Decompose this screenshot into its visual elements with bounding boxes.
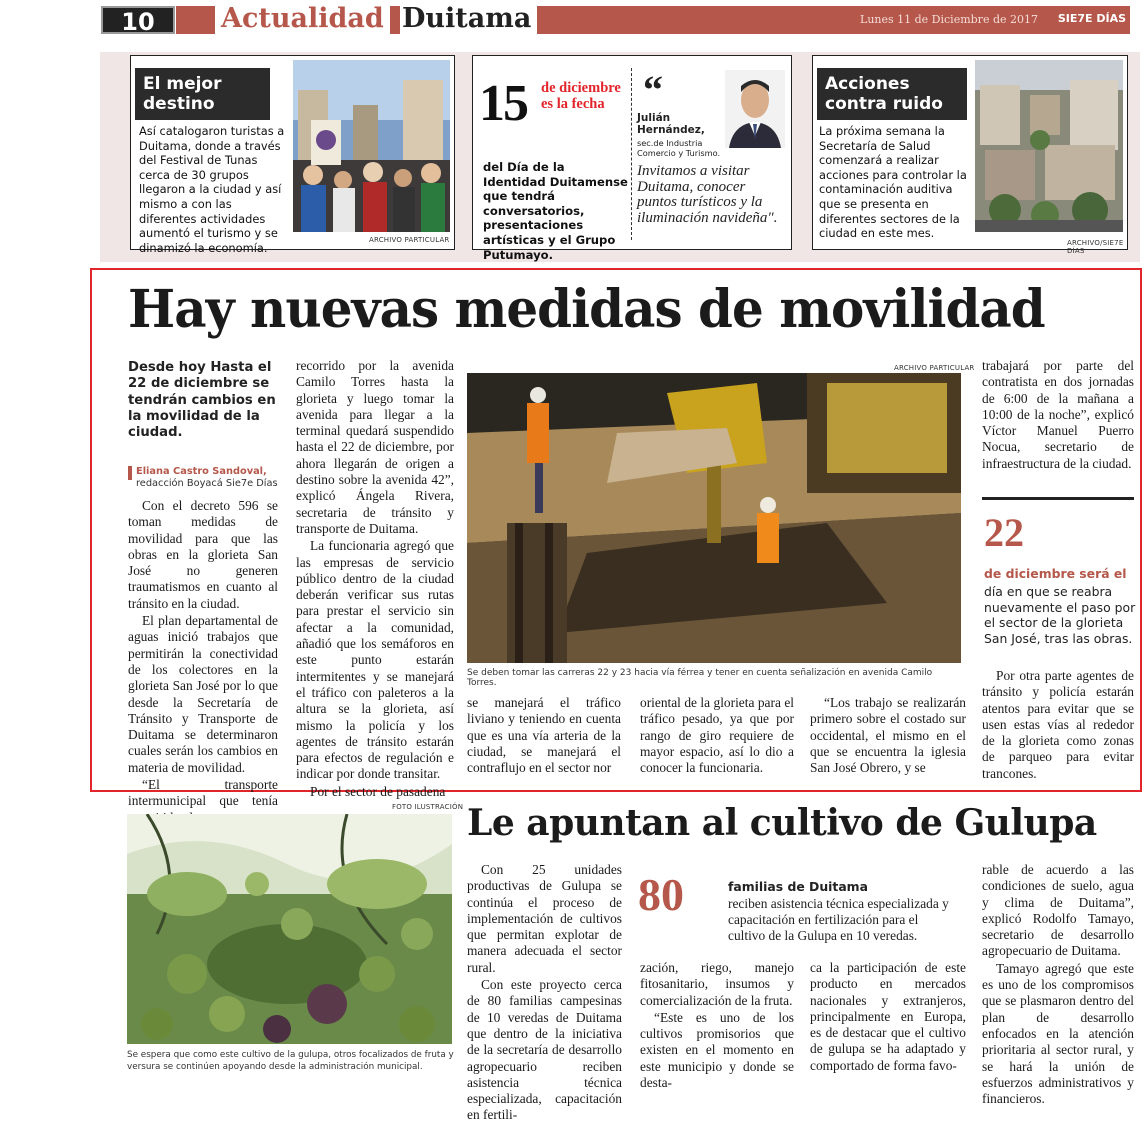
article-column-2: recorrido por la avenida Camilo Torres hasta la glorieta y luego tomar la avenida para llegar a la terminal quedará suspendido hasta el 22 de diciembre, por ahora llegarán de origen a destino sobre la avenida 42”, explicó Ángela Rivera, secretaria de tránsito y transporte de Duitama. La funcionaria agregó que las empresas de servicio público dentro de la ciudad deberán verificar sus rutas para prestar el servicio sin afectar a la comunidad, añadió que los semáforos en este punto estarán intermitentes y se manejará el tráfico con paleteros a la altura se la glorieta, así mismo la policía y los agentes de tránsito estarán para efectos de regulación e indicar por donde transitar. Por el sector de pasadena xyxy=(296,358,454,799)
quote-text: Invitamos a visitar Duitama, conocer puntos turísticos y la iluminación navideña". xyxy=(637,163,778,226)
city-photo xyxy=(975,60,1123,232)
section-title: Actualidad xyxy=(215,3,390,35)
gulupa-column-2: zación, riego, manejo fitosanitario, insumos y comercialización de la fruta. “Este es uno de los cultivos promisorios que existen en el momento en este municipio y donde se desta- xyxy=(640,960,794,1091)
divider xyxy=(631,68,632,240)
gulupa-column-1: Con 25 unidades productivas de Gulupa se continúa el proceso de implementación de cultivos que permitan explotar de manera adecuada el sector rural. Con este proyecto cerca de 80 familias campesinas de 10 veredas de Duitama que dentro de la iniciativa de la secretaría de desarrollo agropecuario reciben asistencia técnica especializada, capacitación en fertili- xyxy=(467,862,622,1123)
highlight-label: de diciembre será el xyxy=(984,566,1127,581)
highlight-number: 22 xyxy=(984,510,1024,555)
article-column-7: Por otra parte agentes de tránsito y policía estarán atentos para evitar que se usen estas vías al rededor de la glorieta como zonas de parqueo para evitar trancones. xyxy=(982,668,1134,781)
issue-date: Lunes 11 de Diciembre de 2017 xyxy=(860,13,1038,26)
page-number: 10 xyxy=(101,6,175,34)
author-marker xyxy=(128,466,132,480)
date-label: de diciembre es la fecha xyxy=(541,80,621,112)
box-title: Acciones contra ruido xyxy=(817,68,967,120)
quote-role: sec.de Industria Comercio y Turismo. xyxy=(637,138,721,158)
photo-caption: Se deben tomar las carreras 22 y 23 hacia vía férrea y tener en cuenta señalización en avenida Camilo Torres. xyxy=(467,668,933,688)
gulupa-headline: Le apuntan al cultivo de Gulupa xyxy=(467,802,1097,844)
festival-photo xyxy=(293,60,450,232)
roadworks-photo xyxy=(467,373,961,663)
article-column-3: se manejará el tráfico liviano y teniendo en cuenta que es una vía arteria de la ciudad, se manejará el contraflujo en el sector nor xyxy=(467,695,621,776)
main-headline: Hay nuevas medidas de movilidad xyxy=(128,279,1045,340)
quote-mark-icon: “ xyxy=(643,67,663,112)
section-city: Duitama xyxy=(400,3,537,35)
photo-credit: ARCHIVO PARTICULAR xyxy=(894,364,975,372)
article-column-4: oriental de la glorieta para el tráfico pesado, ya que por rango de giro requiere de mayor espacio, así lo dio a conocer la funcionaria. xyxy=(640,695,794,776)
box-text: del Día de la Identidad Duitamense que tendrá conversatorios, presentaciones artísticas y el Grupo Putumayo. xyxy=(483,160,628,262)
box-title: El mejor destino xyxy=(135,68,270,120)
article-column-5: “Los trabajo se realizarán primero sobre el costado sur occidental, el mismo en el que se encuentra la iglesia San José Obrero, y se xyxy=(810,695,966,776)
box-text: La próxima semana la Secretaría de Salud comenzará a realizar acciones para controlar la contaminación auditiva que se presenta en diferentes sectores de la ciudad en este mes. xyxy=(819,124,967,241)
gulupa-highlight-label: familias de Duitama xyxy=(728,879,868,894)
gulupa-highlight-text: reciben asistencia técnica especializada y capacitación en fertilización para el cultivo de la Gulupa en 10 veredas. xyxy=(728,896,949,943)
box-mejor-destino xyxy=(130,55,455,255)
highlight-text: día en que se reabra nuevamente el paso por el sector de la glorieta San José, tras las obras. xyxy=(984,584,1136,646)
box-acciones-ruido xyxy=(812,55,1128,255)
author-name: Eliana Castro Sandoval, xyxy=(136,466,267,477)
highlight-rule xyxy=(982,497,1134,500)
box-fecha xyxy=(472,55,792,262)
article-column-6: trabajará por parte del contratista en dos jornadas de 6:00 de la mañana a 10:00 de la noche”, explicó Víctor Manuel Puerro Nocua, secretario de infraestructura de la ciudad. xyxy=(982,358,1134,471)
portrait-photo xyxy=(725,70,785,148)
article-lead: Desde hoy Hasta el 22 de diciembre se tendrán cambios en la movilidad de la ciudad. xyxy=(128,360,276,441)
photo-credit: ARCHIVO/SIE7E DÍAS xyxy=(1067,239,1124,255)
article-column-1: Con el decreto 596 se toman medidas de movilidad para que las obras en la glorieta San José no generen traumatismos en cuanto al tránsito en la ciudad. El plan departamental de aguas inició trabajos que permitirán la conectividad de los colectores en la glorieta San José por lo que desde la Secretaría de Tránsito y Transporte de Duitama se determinaron cuales serán los cambios en materia de movilidad. “El transporte intermunicipal que tenía xyxy=(128,498,278,809)
gulupa-highlight-number: 80 xyxy=(638,869,684,920)
gulupa-column-4: rable de acuerdo a las condiciones de suelo, agua y clima de Duitama”, explicó Rodolfo Tamayo, secretario de desarrollo agropecuario de Duitama. Tamayo agregó que este es uno de los compromisos que se plasmaron dentro del plan de desarrollo enfocados en la atención prioritaria al sector rural, y se hará la unión de esfuerzos administrativos y financieros. xyxy=(982,862,1134,1107)
quote-name: Julián Hernández, xyxy=(637,112,705,136)
photo-credit: FOTO ILUSTRACIÓN xyxy=(392,803,464,811)
brand-logo: SIE7E DÍAS xyxy=(1057,12,1126,25)
gulupa-photo xyxy=(127,814,452,1044)
photo-caption: Se espera que como este cultivo de la gulupa, otros focalizados de fruta y versura se continúen apoyando desde la administración municipal. xyxy=(127,1050,454,1072)
date-number: 15 xyxy=(479,75,527,132)
box-text: Así catalogaron turistas a Duitama, donde a través del Festival de Tunas cerca de 30 grupos llegaron a la ciudad y así mismo a con las diferentes actividades aumentó el turismo y se dinamizó la economía. xyxy=(139,124,285,255)
author-role: redacción Boyacá Sie7e Días xyxy=(136,478,278,489)
gulupa-column-3: ca la participación de este producto en mercados nacionales y extranjeros, principalmente en Europa, es de destacar que el cultivo de gulupa se ha adaptado y comportado de forma favo- xyxy=(810,960,966,1073)
photo-credit: ARCHIVO PARTICULAR xyxy=(369,236,450,244)
